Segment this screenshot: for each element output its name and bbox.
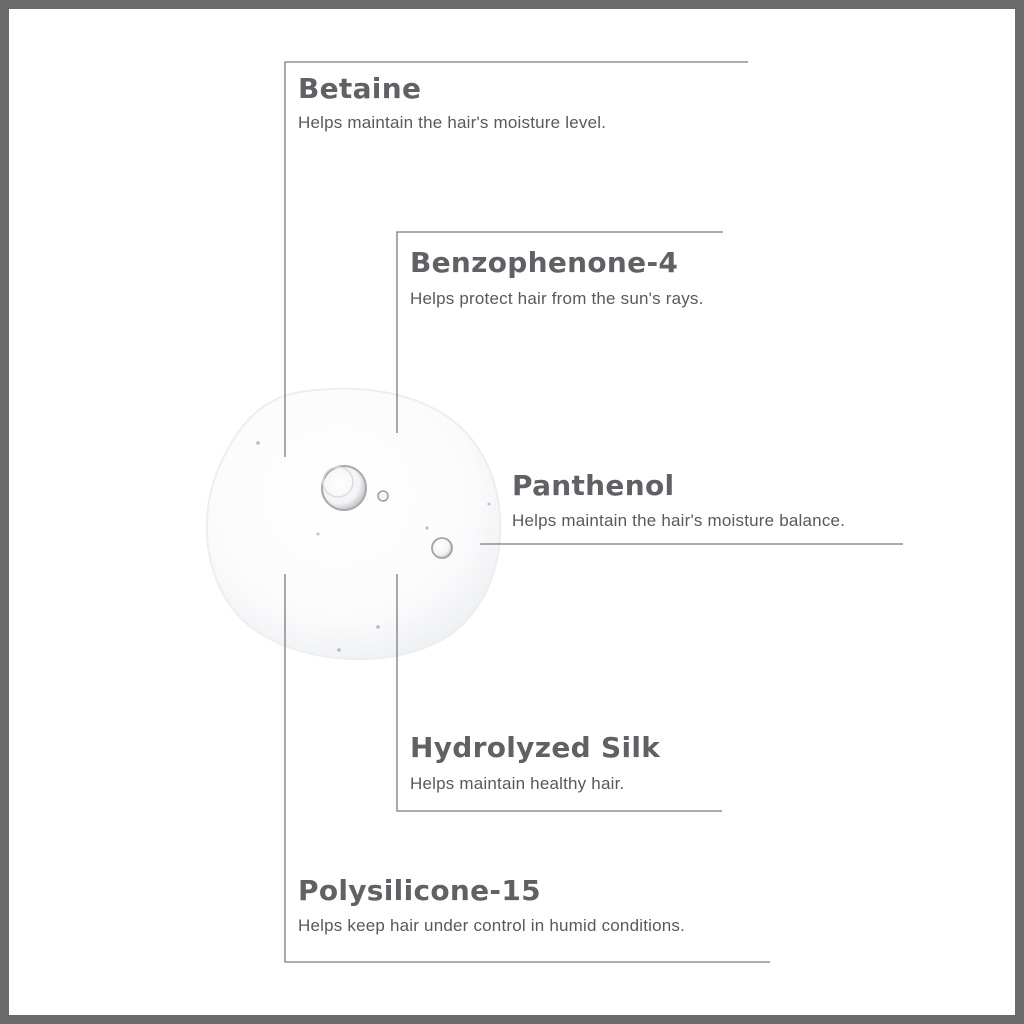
ingredient-description: Helps maintain the hair's moisture level. (298, 113, 607, 132)
ingredient-description: Helps maintain the hair's moisture balance. (512, 511, 846, 530)
gel-droplet (207, 389, 501, 659)
ingredient-description: Helps protect hair from the sun's rays. (410, 289, 704, 308)
ingredient-name: Benzophenone-4 (410, 246, 679, 279)
ingredient-name: Panthenol (512, 469, 675, 502)
ingredient-polysilicone-15 (298, 874, 685, 937)
ingredient-panthenol (512, 469, 845, 532)
ingredient-name: Betaine (298, 72, 422, 105)
ingredient-name: Hydrolyzed Silk (410, 731, 661, 764)
ingredient-description: Helps maintain healthy hair. (410, 774, 625, 793)
ingredient-hydrolyzed-silk (410, 731, 660, 795)
ingredient-benzophenone-4 (410, 246, 704, 310)
ingredient-betaine (298, 72, 606, 134)
ingredient-description: Helps keep hair under control in humid conditions. (298, 916, 686, 935)
ingredient-name: Polysilicone-15 (298, 874, 541, 907)
